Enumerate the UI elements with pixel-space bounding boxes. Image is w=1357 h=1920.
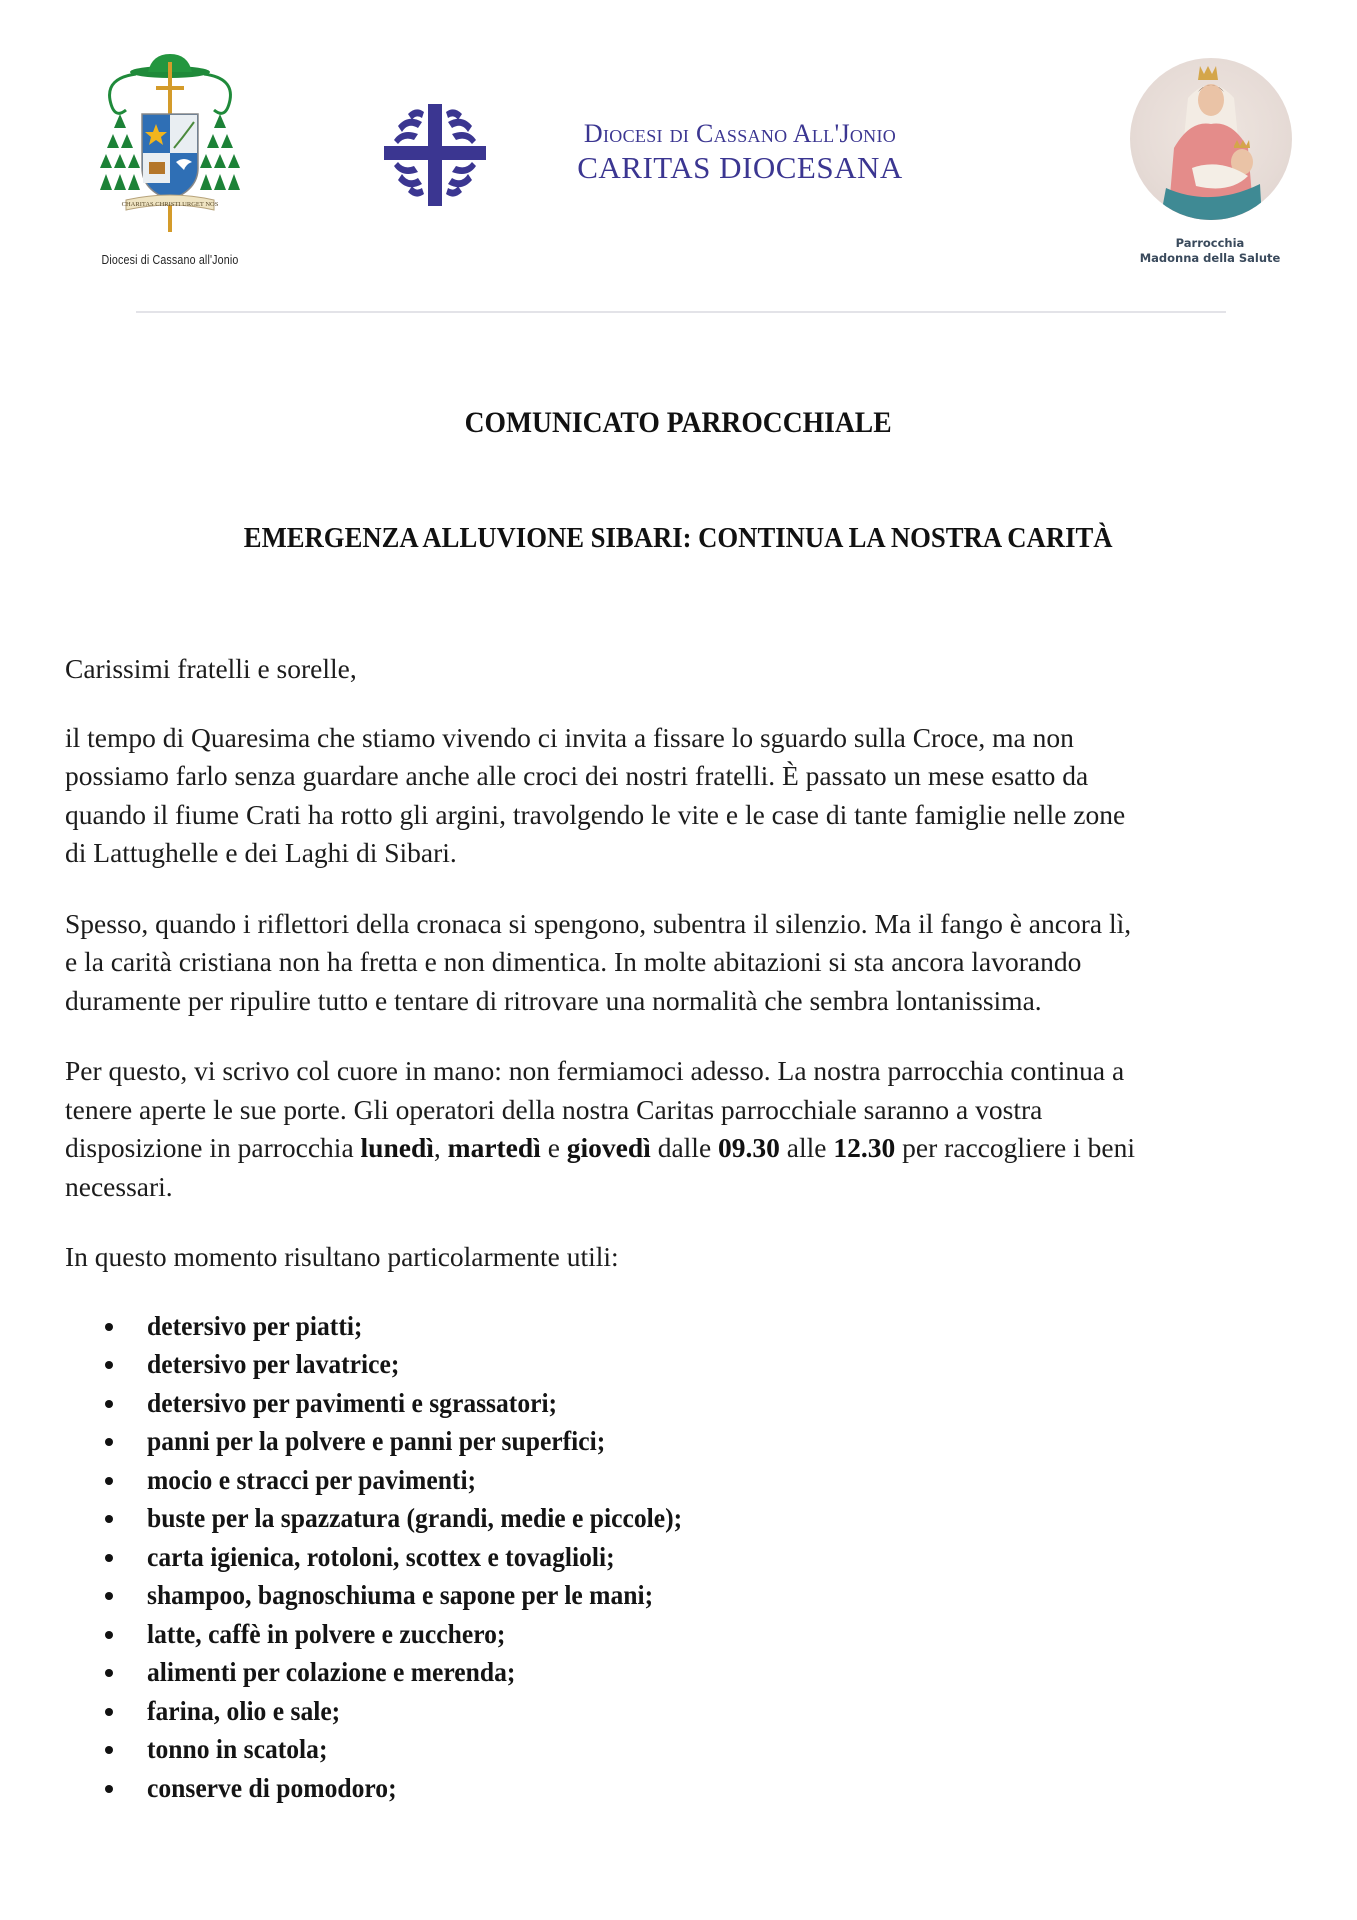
caritas-diocesana-label: CARITAS DIOCESANA bbox=[577, 150, 903, 185]
diocese-caption: Diocesi di Cassano all'Jonio bbox=[101, 252, 239, 267]
paragraph-lent bbox=[65, 719, 1305, 873]
list-item: tonno in scatola; bbox=[65, 1730, 1305, 1769]
bullet-icon bbox=[105, 1361, 113, 1369]
bullet-icon bbox=[105, 1746, 113, 1754]
needed-items-list bbox=[65, 1307, 1305, 1808]
bullet-icon bbox=[105, 1438, 113, 1446]
text-fragment: , bbox=[433, 1132, 448, 1163]
bullet-icon bbox=[105, 1515, 113, 1523]
bullet-icon bbox=[105, 1323, 113, 1331]
text-line: tenere aperte le sue porte. Gli operatori della nostra Caritas parrocchiale saranno a vostra bbox=[65, 1093, 1043, 1125]
text-fragment: e bbox=[540, 1132, 567, 1163]
greeting: Carissimi fratelli e sorelle, bbox=[65, 653, 357, 684]
letterhead bbox=[0, 0, 1357, 300]
caritas-wordmark bbox=[530, 118, 950, 186]
madonna-statue-photo bbox=[1130, 58, 1292, 220]
closing-time: 12.30 bbox=[833, 1132, 896, 1163]
day-tuesday: martedì bbox=[447, 1132, 541, 1163]
bullet-icon bbox=[105, 1592, 113, 1600]
list-item: detersivo per piatti; bbox=[65, 1307, 1305, 1346]
bullet-icon bbox=[105, 1669, 113, 1677]
list-item: panni per la polvere e panni per superfici; bbox=[65, 1422, 1305, 1461]
parish-name: Madonna della Salute bbox=[1139, 251, 1281, 265]
text-fragment: alle bbox=[779, 1132, 834, 1163]
text-line: il tempo di Quaresima che stiamo vivendo ci invita a fissare lo sguardo sulla Croce, ma non bbox=[65, 721, 1074, 753]
paragraph-silence bbox=[65, 905, 1305, 1021]
text-line: e la carità cristiana non ha fretta e non dimentica. In molte abitazioni si sta ancora lavorando bbox=[65, 946, 1082, 977]
parish-label: Parrocchia bbox=[1175, 236, 1245, 250]
bullet-icon bbox=[105, 1477, 113, 1485]
svg-text:CHARITAS CHRISTI URGET NOS: CHARITAS CHRISTI URGET NOS bbox=[121, 201, 219, 208]
list-item: carta igienica, rotoloni, scottex e tovaglioli; bbox=[65, 1538, 1305, 1577]
parish-caption bbox=[1110, 236, 1310, 266]
text-line: possiamo farlo senza guardare anche alle croci dei nostri fratelli. È passato un mese esatto da bbox=[65, 760, 1089, 791]
list-item: farina, olio e sale; bbox=[65, 1692, 1305, 1731]
caritas-cross-icon bbox=[384, 104, 486, 206]
text-fragment: dalle bbox=[650, 1132, 719, 1163]
diocese-name: Diocesi di Cassano All'Jonio bbox=[583, 119, 897, 148]
list-item: mocio e stracci per pavimenti; bbox=[65, 1461, 1305, 1500]
text-line: Spesso, quando i riflettori della cronaca si spengono, subentra il silenzio. Ma il fango è ancora lì, bbox=[65, 907, 1132, 939]
text-line: Per questo, vi scrivo col cuore in mano: non fermiamoci adesso. La nostra parrocchia continua a bbox=[65, 1055, 1125, 1086]
schedule-line bbox=[65, 1129, 1305, 1168]
text-line: di Lattughelle e dei Laghi di Sibari. bbox=[65, 837, 457, 868]
bullet-icon bbox=[105, 1400, 113, 1408]
list-item: latte, caffè in polvere e zucchero; bbox=[65, 1615, 1305, 1654]
list-intro: In questo momento risultano particolarmente utili: bbox=[65, 1241, 619, 1272]
list-item: shampoo, bagnoschiuma e sapone per le mani; bbox=[65, 1576, 1305, 1615]
list-item: alimenti per colazione e merenda; bbox=[65, 1653, 1305, 1692]
list-item: buste per la spazzatura (grandi, medie e piccole); bbox=[65, 1499, 1305, 1538]
bullet-icon bbox=[105, 1785, 113, 1793]
text-line: duramente per ripulire tutto e tentare di ritrovare una normalità che sembra lontanissima. bbox=[65, 984, 1042, 1016]
opening-time: 09.30 bbox=[718, 1132, 780, 1163]
text-fragment: per raccogliere i beni bbox=[895, 1132, 1135, 1163]
list-item: detersivo per pavimenti e sgrassatori; bbox=[65, 1384, 1305, 1423]
coat-of-arms-icon bbox=[96, 50, 244, 240]
text-line: necessari. bbox=[65, 1170, 173, 1202]
list-item: detersivo per lavatrice; bbox=[65, 1345, 1305, 1384]
document-subtitle: EMERGENZA ALLUVIONE SIBARI: CONTINUA LA NOSTRA CARITÀ bbox=[244, 522, 1113, 554]
day-monday: lunedì bbox=[360, 1132, 434, 1163]
letter-body bbox=[65, 650, 1305, 1807]
bullet-icon bbox=[105, 1631, 113, 1639]
bullet-icon bbox=[105, 1708, 113, 1716]
paragraph-opening-hours bbox=[65, 1052, 1305, 1206]
list-item: conserve di pomodoro; bbox=[65, 1769, 1305, 1808]
bullet-icon bbox=[105, 1554, 113, 1562]
text-line: quando il fiume Crati ha rotto gli argini, travolgendo le vite e le case di tante famiglie nelle zone bbox=[65, 798, 1126, 830]
header-divider bbox=[136, 311, 1226, 313]
day-thursday: giovedì bbox=[566, 1132, 651, 1163]
text-fragment: disposizione in parrocchia bbox=[65, 1132, 361, 1163]
document-title: COMUNICATO PARROCCHIALE bbox=[464, 406, 893, 439]
